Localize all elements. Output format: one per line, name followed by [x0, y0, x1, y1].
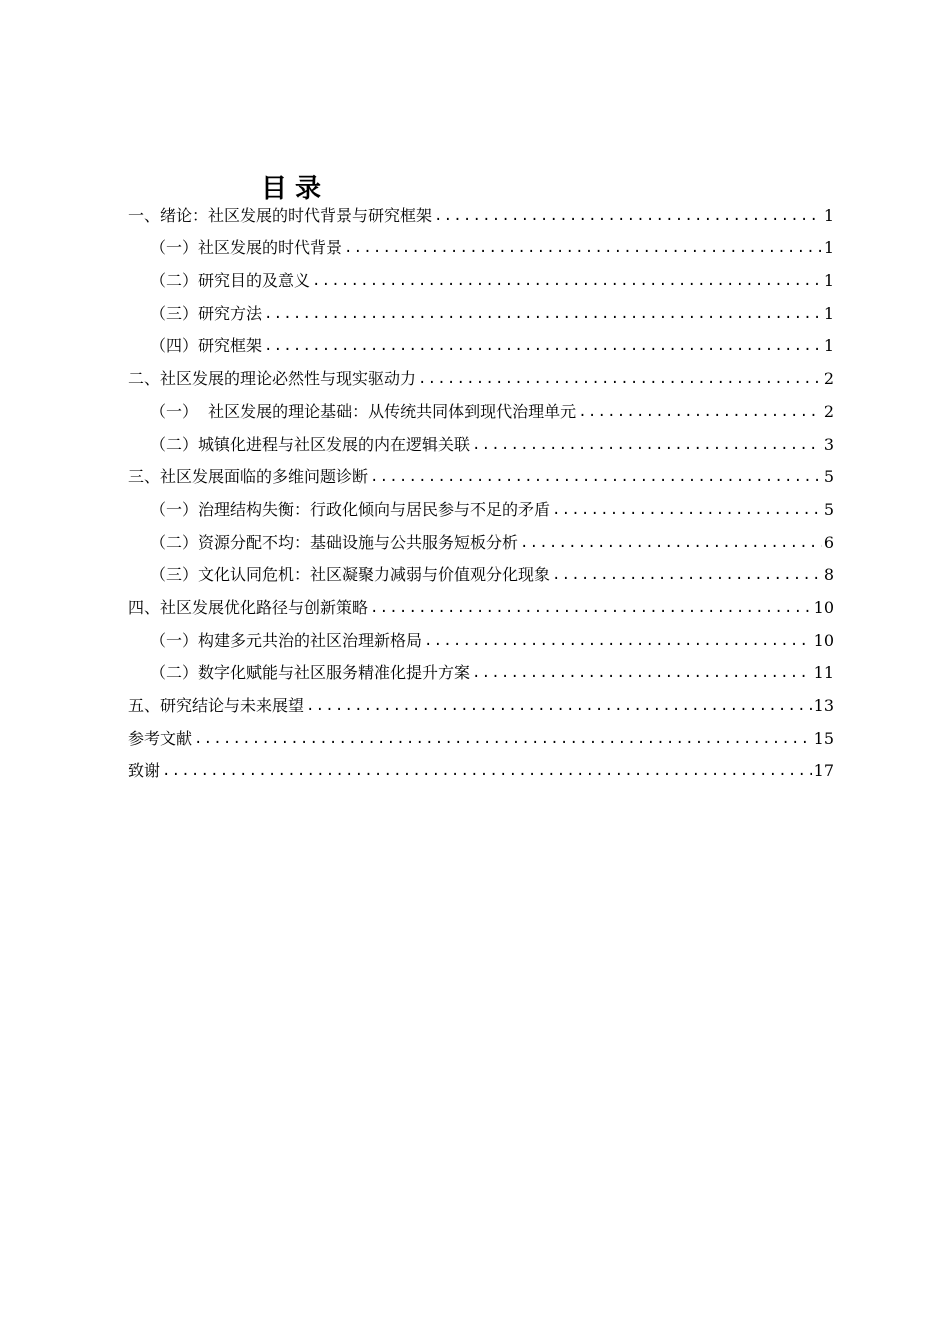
toc-entry-label: （一）治理结构失衡：行政化倾向与居民参与不足的矛盾: [150, 499, 551, 519]
toc-entry[interactable]: [128, 196, 834, 229]
toc-entry-page: 1: [823, 336, 834, 356]
toc-entry[interactable]: [128, 261, 834, 294]
toc-entry[interactable]: [128, 719, 834, 752]
toc-entry-label: （一）社区发展的时代背景: [150, 238, 343, 258]
toc-entry-label: （三）研究方法: [150, 303, 263, 323]
toc-entry-label: 一、绪论：社区发展的时代背景与研究框架: [128, 205, 433, 225]
toc-entry-page: 1: [823, 303, 834, 323]
toc-entry-page: 6: [823, 532, 834, 552]
toc-entry-page: 1: [823, 271, 834, 291]
toc-entry-page: 2: [823, 401, 834, 421]
toc-entry-label: 二、社区发展的理论必然性与现实驱动力: [128, 369, 417, 389]
toc-dot-leader: [370, 597, 812, 621]
toc-entry[interactable]: [128, 458, 834, 491]
toc-entry[interactable]: [128, 359, 834, 392]
toc-dot-leader: [264, 335, 822, 359]
toc-dot-leader: [552, 564, 822, 588]
toc-dot-leader: [264, 303, 822, 327]
toc-entry-label: （二）城镇化进程与社区发展的内在逻辑关联: [150, 434, 471, 454]
toc-entry-page: 1: [823, 205, 834, 225]
toc-entry-page: 13: [813, 696, 834, 715]
toc-entry-label: （一） 社区发展的理论基础：从传统共同体到现代治理单元: [150, 401, 577, 421]
toc-entry-label: （二）资源分配不均：基础设施与公共服务短板分析: [150, 532, 519, 552]
toc-dot-leader: [162, 760, 812, 784]
toc-entry-label: 四、社区发展优化路径与创新策略: [128, 597, 369, 617]
toc-entry-page: 10: [813, 597, 834, 617]
toc-entry-label: （四）研究框架: [150, 336, 263, 356]
toc-entry[interactable]: [128, 490, 834, 523]
page-title: 目录: [260, 174, 329, 204]
toc-entry[interactable]: [128, 392, 834, 425]
toc-dot-leader: [306, 695, 812, 719]
toc-entry-label: （一）构建多元共治的社区治理新格局: [150, 630, 423, 650]
toc-entry[interactable]: [128, 588, 834, 621]
toc-entry-label: （二）数字化赋能与社区服务精准化提升方案: [150, 663, 471, 683]
toc-entry-label: （二）研究目的及意义: [150, 271, 311, 291]
toc-entry-page: 11: [813, 663, 834, 683]
toc-entry[interactable]: [128, 523, 834, 556]
table-of-contents: [128, 196, 834, 784]
toc-dot-leader: [552, 499, 822, 523]
toc-entry-label: 参考文献: [128, 728, 193, 748]
toc-entry[interactable]: [128, 654, 834, 687]
toc-entry-page: 8: [823, 565, 834, 585]
toc-dot-leader: [434, 205, 822, 229]
toc-dot-leader: [370, 466, 822, 490]
toc-dot-leader: [578, 401, 822, 425]
toc-entry[interactable]: [128, 327, 834, 360]
toc-entry[interactable]: [128, 621, 834, 654]
toc-dot-leader: [472, 662, 812, 686]
toc-entry-page: 5: [823, 499, 834, 519]
toc-entry-page: 2: [823, 369, 834, 389]
toc-entry-label: 致谢: [128, 761, 161, 781]
toc-entry[interactable]: [128, 229, 834, 262]
toc-entry[interactable]: [128, 294, 834, 327]
toc-dot-leader: [418, 368, 822, 392]
toc-entry[interactable]: [128, 556, 834, 589]
toc-dot-leader: [424, 630, 812, 654]
toc-entry[interactable]: [128, 686, 834, 719]
toc-entry-label: 三、社区发展面临的多维问题诊断: [128, 467, 369, 487]
toc-dot-leader: [472, 434, 822, 458]
toc-entry-page: 17: [813, 761, 834, 781]
toc-dot-leader: [312, 270, 822, 294]
toc-entry-page: 5: [823, 467, 834, 487]
toc-entry[interactable]: [128, 752, 834, 785]
toc-entry-label: 五、研究结论与未来展望: [128, 696, 305, 715]
toc-dot-leader: [194, 728, 812, 752]
toc-entry-page: 3: [823, 434, 834, 454]
toc-entry-page: 15: [813, 728, 834, 748]
toc-dot-leader: [520, 532, 822, 556]
toc-entry-label: （三）文化认同危机：社区凝聚力减弱与价值观分化现象: [150, 565, 551, 585]
toc-entry-page: 1: [823, 238, 834, 258]
toc-entry[interactable]: [128, 425, 834, 458]
toc-dot-leader: [344, 237, 822, 261]
toc-entry-page: 10: [813, 630, 834, 650]
